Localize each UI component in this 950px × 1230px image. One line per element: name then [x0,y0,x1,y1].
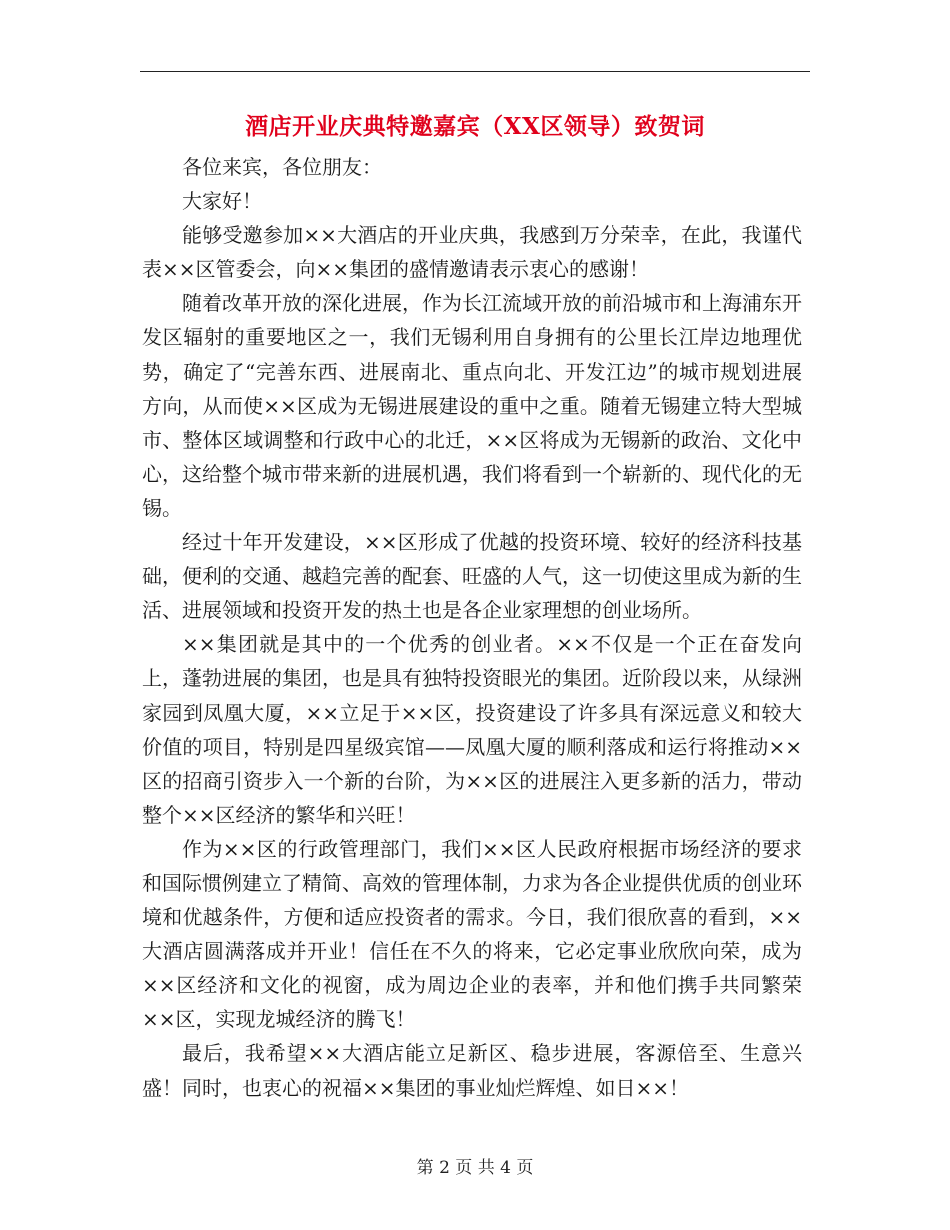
paragraph: ××集团就是其中的一个优秀的创业者。××不仅是一个正在奋发向上，蓬勃进展的集团，也是具有独特投资眼光的集团。近阶段以来，从绿洲家园到凤凰大厦，××立足于××区，投资建设了许多具有深远意义和较大价值的项目，特别是四星级宾馆——凤凰大厦的顺利落成和运行将推动××区的招商引资步入一个新的台阶，为××区的进展注入更多新的活力，带动整个××区经济的繁华和兴旺！ [142,632,802,827]
paragraph: 经过十年开发建设，××区形成了优越的投资环境、较好的经济科技基础，便利的交通、越趋完善的配套、旺盛的人气，这一切使这里成为新的生活、进展领域和投资开发的热土也是各企业家理想的创业场所。 [142,530,802,623]
paragraph-salutation: 各位来宾，各位朋友： [182,155,382,179]
document-title: 酒店开业庆典特邀嘉宾（XX区领导）致贺词 [245,113,705,140]
header-rule [140,71,810,72]
paragraph: 能够受邀参加××大酒店的开业庆典，我感到万分荣幸，在此，我谨代表××区管委会，向××集团的盛情邀请表示衷心的感谢！ [142,223,802,282]
paragraph: 作为××区的行政管理部门，我们××区人民政府根据市场经济的要求和国际惯例建立了精简、高效的管理体制，力求为各企业提供优质的创业环境和优越条件，方便和适应投资者的需求。今日，我们很欣喜的看到，××大酒店圆满落成并开业！信任在不久的将来，它必定事业欣欣向荣，成为××区经济和文化的视窗，成为周边企业的表率，并和他们携手共同繁荣××区，实现龙城经济的腾飞！ [142,836,802,1032]
document-body [142,150,802,1105]
paragraph: 随着改革开放的深化进展，作为长江流域开放的前沿城市和上海浦东开发区辐射的重要地区之一，我们无锡利用自身拥有的公里长江岸边地理优势，确定了“完善东西、进展南北、重点向北、开发江边”的城市规划进展方向，从而使××区成为无锡进展建设的重中之重。随着无锡建立特大型城市、整体区域调整和行政中心的北迁，××区将成为无锡新的政治、文化中心，这给整个城市带来新的进展机遇，我们将看到一个崭新的、现代化的无锡。 [142,291,802,520]
paragraph-closing: 最后，我希望××大酒店能立足新区、稳步进展，客源倍至、生意兴盛！同时，也衷心的祝福××集团的事业灿烂辉煌、如日××！ [142,1041,802,1100]
paragraph-greeting: 大家好！ [182,189,262,214]
page-number-footer: 第 2 页 共 4 页 [416,1158,534,1178]
